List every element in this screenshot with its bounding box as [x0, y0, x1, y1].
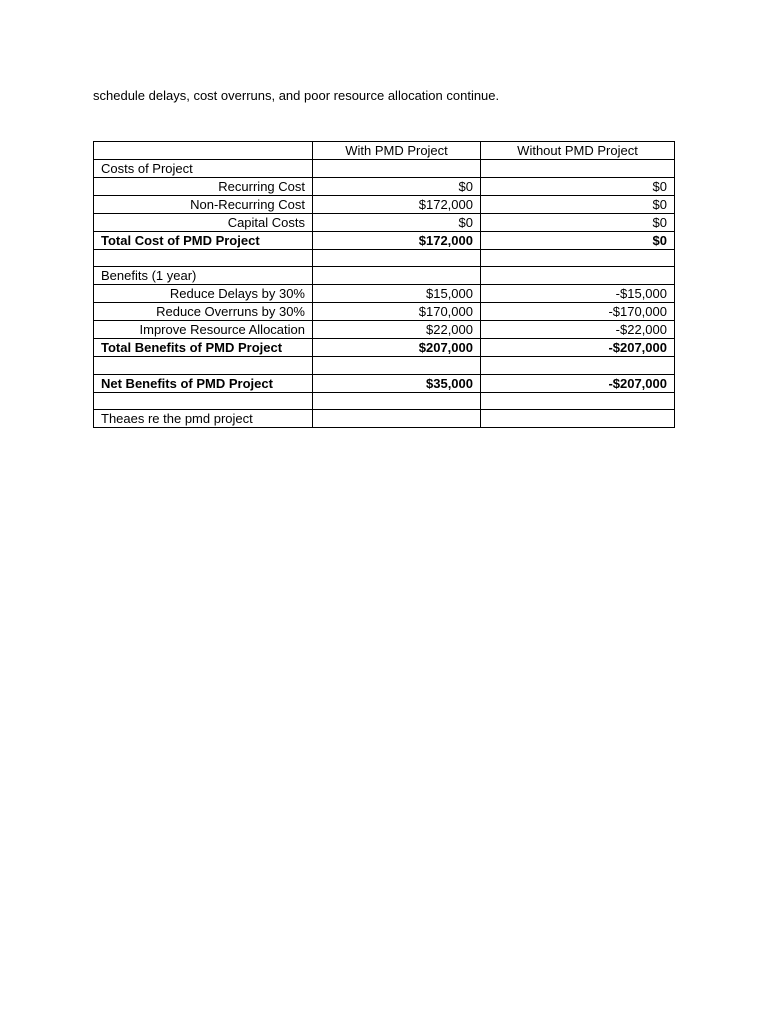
without-pmd-value-cell: $0	[481, 196, 675, 214]
table-row	[94, 178, 675, 196]
table-row	[94, 392, 675, 409]
table-row	[94, 196, 675, 214]
without-pmd-value-cell	[481, 357, 675, 374]
with-pmd-value-cell	[313, 267, 481, 285]
row-label-cell: Net Benefits of PMD Project	[94, 374, 313, 392]
table-row	[94, 267, 675, 285]
with-pmd-value-cell: $207,000	[313, 339, 481, 357]
table-row	[94, 321, 675, 339]
without-pmd-value-cell: -$207,000	[481, 374, 675, 392]
with-pmd-value-cell: $172,000	[313, 196, 481, 214]
with-pmd-value-cell	[313, 357, 481, 374]
without-pmd-value-cell: $0	[481, 232, 675, 250]
header-with-pmd: With PMD Project	[313, 142, 481, 160]
table-row	[94, 339, 675, 357]
row-label-cell: Reduce Overruns by 30%	[94, 303, 313, 321]
with-pmd-value-cell	[313, 392, 481, 409]
without-pmd-value-cell	[481, 250, 675, 267]
without-pmd-value-cell: $0	[481, 178, 675, 196]
without-pmd-value-cell: $0	[481, 214, 675, 232]
intro-paragraph: schedule delays, cost overruns, and poor resource allocation continue.	[93, 88, 500, 103]
without-pmd-value-cell	[481, 410, 675, 428]
table-row	[94, 357, 675, 374]
row-label-cell: Capital Costs	[94, 214, 313, 232]
row-label-cell	[94, 250, 313, 267]
with-pmd-value-cell: $35,000	[313, 374, 481, 392]
row-label-cell: Reduce Delays by 30%	[94, 285, 313, 303]
with-pmd-value-cell: $0	[313, 214, 481, 232]
without-pmd-value-cell	[481, 392, 675, 409]
with-pmd-value-cell	[313, 410, 481, 428]
table-row	[94, 160, 675, 178]
with-pmd-value-cell: $170,000	[313, 303, 481, 321]
without-pmd-value-cell	[481, 267, 675, 285]
cost-benefit-table	[93, 141, 675, 428]
row-label-cell: Non-Recurring Cost	[94, 196, 313, 214]
row-label-cell: Benefits (1 year)	[94, 267, 313, 285]
with-pmd-value-cell: $0	[313, 178, 481, 196]
table-row	[94, 285, 675, 303]
without-pmd-value-cell: -$15,000	[481, 285, 675, 303]
row-label-cell	[94, 392, 313, 409]
table-header-row	[94, 142, 675, 160]
without-pmd-value-cell: -$207,000	[481, 339, 675, 357]
table-row	[94, 410, 675, 428]
row-label-cell: Improve Resource Allocation	[94, 321, 313, 339]
table-row	[94, 374, 675, 392]
header-without-pmd: Without PMD Project	[481, 142, 675, 160]
with-pmd-value-cell: $15,000	[313, 285, 481, 303]
with-pmd-value-cell	[313, 160, 481, 178]
row-label-cell: Recurring Cost	[94, 178, 313, 196]
table-row	[94, 214, 675, 232]
without-pmd-value-cell: -$170,000	[481, 303, 675, 321]
row-label-cell: Costs of Project	[94, 160, 313, 178]
row-label-cell: Total Benefits of PMD Project	[94, 339, 313, 357]
row-label-cell: Total Cost of PMD Project	[94, 232, 313, 250]
header-cell-blank	[94, 142, 313, 160]
with-pmd-value-cell: $22,000	[313, 321, 481, 339]
with-pmd-value-cell: $172,000	[313, 232, 481, 250]
row-label-cell: Theaes re the pmd project	[94, 410, 313, 428]
row-label-cell	[94, 357, 313, 374]
without-pmd-value-cell: -$22,000	[481, 321, 675, 339]
table-row	[94, 303, 675, 321]
table-row	[94, 232, 675, 250]
without-pmd-value-cell	[481, 160, 675, 178]
with-pmd-value-cell	[313, 250, 481, 267]
table-row	[94, 250, 675, 267]
